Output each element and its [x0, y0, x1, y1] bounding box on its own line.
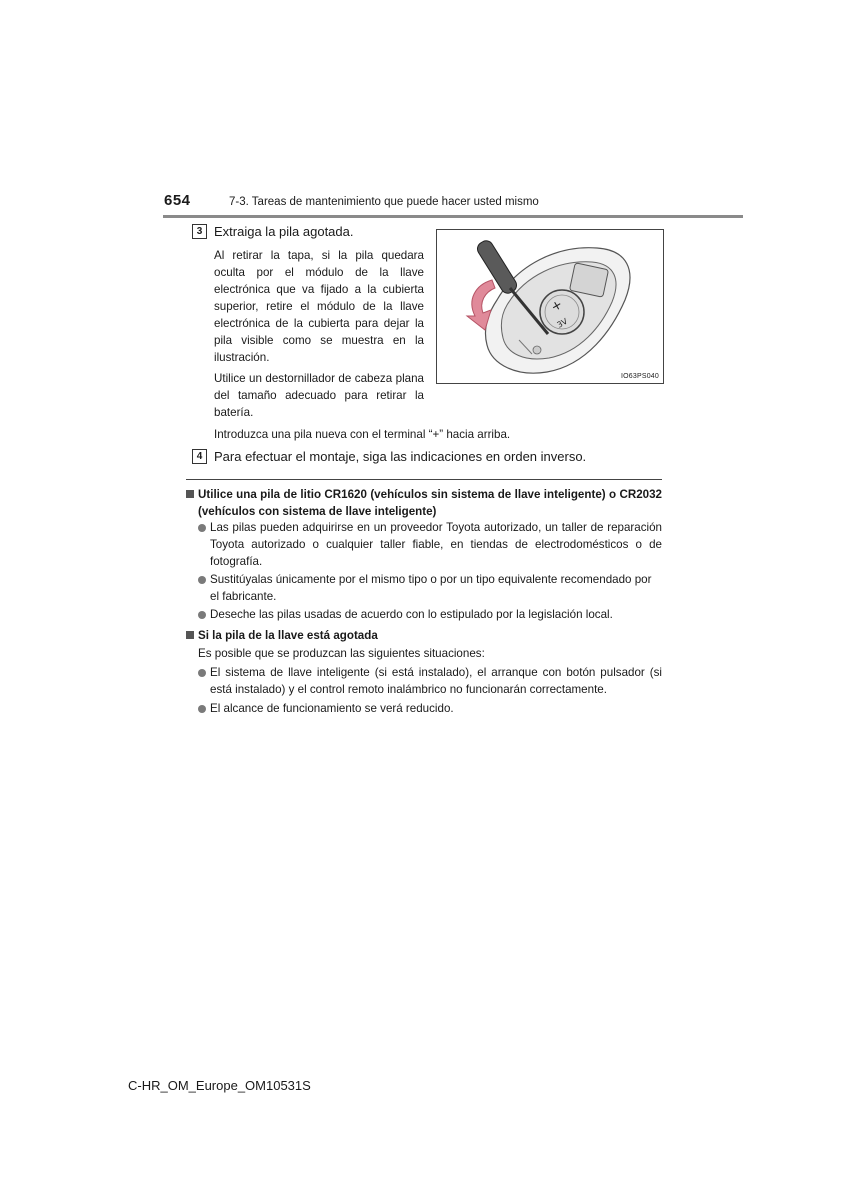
section-square-icon [186, 490, 194, 498]
fob-detail-circle [533, 346, 541, 354]
battery-plus-sign: + [548, 297, 566, 316]
note-item-1: Las pilas pueden adquirirse en un proveedor Toyota autorizado, un taller de reparación Toyota autorizado o cualquier taller fiable, en tiendas de electrodomésticos o de fotografía. [210, 521, 662, 568]
bullet-icon [198, 524, 206, 532]
section-title: 7-3. Tareas de mantenimiento que puede hacer usted mismo [229, 196, 539, 208]
note-intro: Es posible que se produzcan las siguientes situaciones: [198, 647, 485, 660]
note-item-4: El sistema de llave inteligente (si está instalado), el arranque con botón pulsador (si está instalado) y el control remoto inalámbrico no funcionarán correctamente. [210, 666, 662, 696]
battery-voltage-label: 3V [555, 316, 570, 330]
note-item-3: Deseche las pilas usadas de acuerdo con lo estipulado por la legislación local. [210, 608, 613, 621]
bullet-icon [198, 611, 206, 619]
page-number: 654 [164, 192, 191, 209]
bullet-icon [198, 576, 206, 584]
step-3-title: Extraiga la pila agotada. [214, 224, 354, 239]
note-heading-dead-battery: Si la pila de la llave está agotada [198, 629, 378, 642]
step-number-4: 4 [192, 449, 207, 464]
key-fob-illustration [437, 230, 663, 383]
section-divider [186, 479, 662, 480]
step-3-paragraph-3: Introduzca una pila nueva con el terminal “+” hacia arriba. [214, 428, 511, 441]
step-3-paragraph-2: Utilice un destornillador de cabeza plana del tamaño adecuado para retirar la batería. [214, 372, 424, 419]
note-item-5: El alcance de funcionamiento se verá reducido. [210, 702, 454, 715]
step-4-title: Para efectuar el montaje, siga las indicaciones en orden inverso. [214, 449, 587, 464]
step-3-paragraph-1: Al retirar la tapa, si la pila quedara oculta por el módulo de la llave electrónica que va fijado a la cubierta superior, retire el módulo de la llave electrónica de la cubierta para dejar la pila visible como se muestra en la ilustración. [214, 249, 424, 364]
header-divider [163, 215, 743, 218]
bullet-icon [198, 669, 206, 677]
figure-code: IO63PS040 [621, 373, 659, 380]
note-heading-battery-type: Utilice una pila de litio CR1620 (vehículos sin sistema de llave inteligente) o CR2032 (vehículos con sistema de llave inteligente) [198, 488, 662, 518]
document-code: C-HR_OM_Europe_OM10531S [128, 1078, 311, 1093]
bullet-icon [198, 705, 206, 713]
step-number-3: 3 [192, 224, 207, 239]
battery-removal-illustration [436, 229, 664, 384]
note-item-2: Sustitúyalas únicamente por el mismo tipo o por un tipo equivalente recomendado por el fabricante. [210, 573, 652, 603]
section-square-icon [186, 631, 194, 639]
